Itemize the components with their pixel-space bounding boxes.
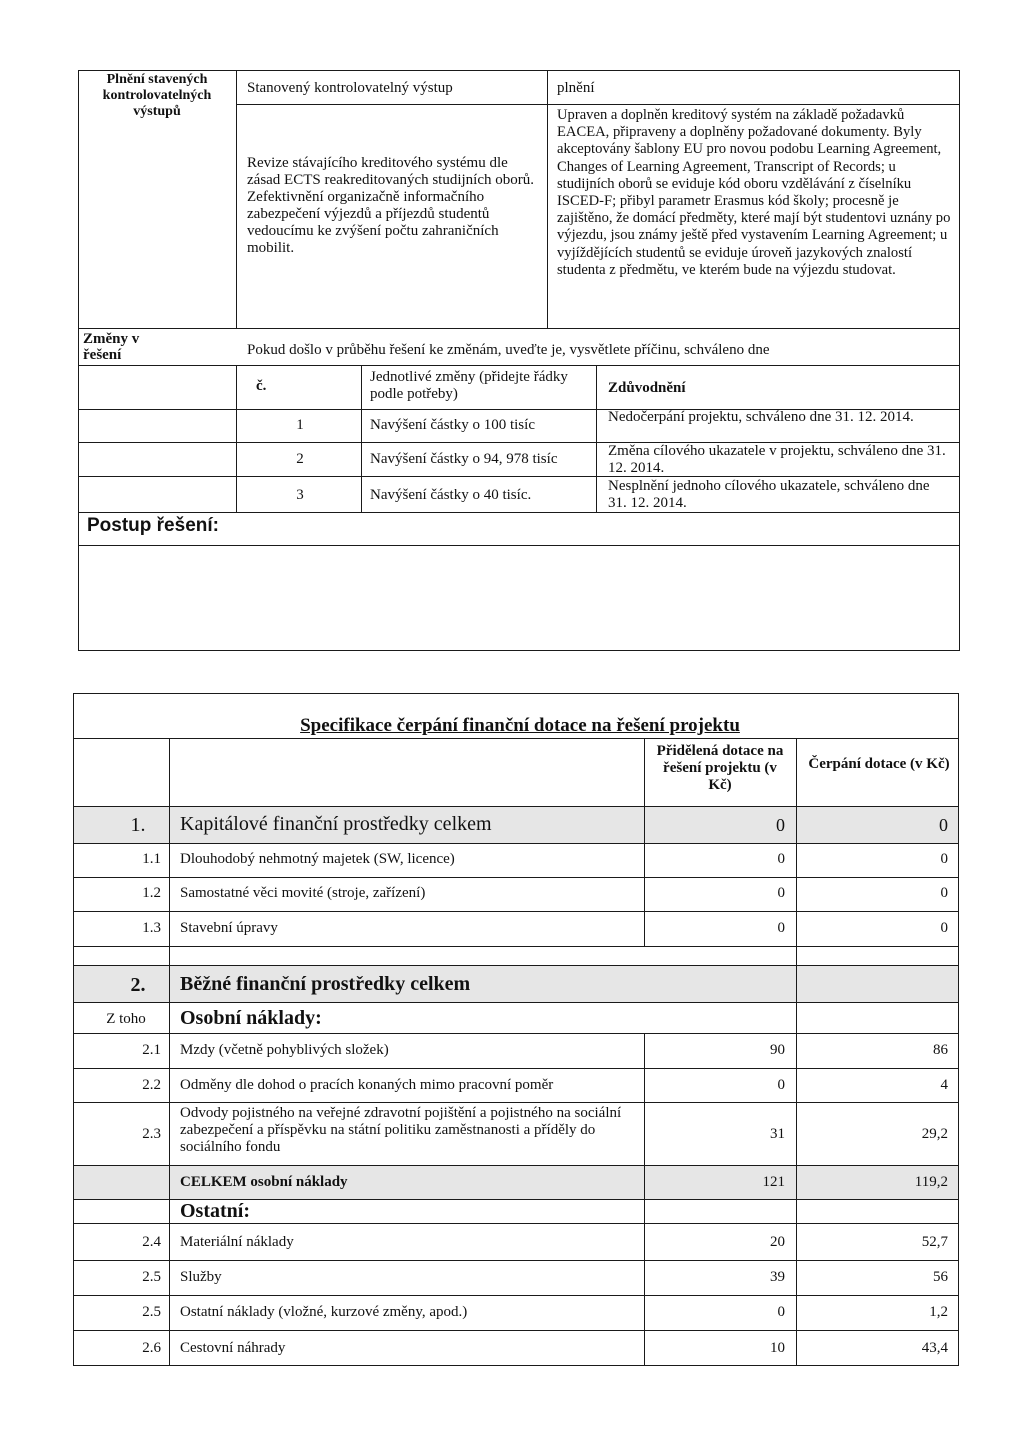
finance-title: Specifikace čerpání finanční dotace na řešení projektu — [300, 715, 740, 736]
row-allocated: 31 — [770, 1126, 785, 1142]
row-number: 1.1 — [142, 851, 161, 867]
row-label: CELKEM osobní náklady — [180, 1174, 348, 1190]
fulfillment-description: Upraven a doplněn kreditový systém na základě požadavků EACEA, připraveny a doplněny požadované dokumenty. Byly akceptovány šablony EU pro novou podobu Learning Agreement, Changes of Learning Agreement, Transcript of Records; u studijních oborů se eviduje kód oboru vzdělávání z číselníku ISCED-F; přibyl parametr Erasmus kód školy; procesně je zajištěno, že domácí předměty, které mají být studentovi uznány po výjezdu, jsou známy ještě před vystavením Learning Agreement; u vyjíždějících studentů se eviduje úroveň jazykových znalostí studenta z předmětu, ve kterém bude na výjezdu studovat. — [557, 107, 951, 278]
row-label: Odměny dle dohod o pracích konaných mimo pracovní poměr — [180, 1077, 554, 1093]
change-row-num: 2 — [296, 451, 304, 467]
row-number: 2.5 — [142, 1304, 161, 1320]
row-number: 1.2 — [142, 885, 161, 901]
row-spent: 52,7 — [921, 1234, 948, 1250]
col-allocated-header: Přidělená dotace na řešení projektu (v Kč) — [656, 743, 784, 793]
row-number: 1. — [130, 814, 146, 836]
changes-change-header: Jednotlivé změny (přidejte řádky podle potřeby) — [370, 369, 568, 402]
change-row-reason: Změna cílového ukazatele v projektu, schváleno dne 31. 12. 2014. — [608, 443, 946, 476]
row-number: 2.2 — [142, 1077, 161, 1093]
row-allocated: 0 — [777, 851, 785, 867]
row-spent: 1,2 — [929, 1304, 948, 1320]
row-allocated: 121 — [762, 1174, 785, 1190]
row-spent: 86 — [933, 1042, 948, 1058]
change-row-reason: Nedočerpání projektu, schváleno dne 31. 12. 2014. — [608, 409, 914, 425]
row-number: 2.6 — [142, 1340, 161, 1356]
col-fulfillment-header: Plnění stavených kontrolovatelných výstupů — [102, 72, 212, 119]
row-number: Z toho — [106, 1011, 146, 1027]
row-allocated: 0 — [777, 1077, 785, 1093]
row-number: 2.3 — [142, 1126, 161, 1142]
row-number: 2.4 — [142, 1234, 161, 1250]
row-spent: 119,2 — [914, 1174, 948, 1190]
row-label: Ostatní náklady (vložné, kurzové změny, apod.) — [180, 1304, 468, 1320]
postup-label: Postup řešení: — [87, 515, 219, 536]
row-label: Odvody pojistného na veřejné zdravotní pojištění a pojistného na sociální zabezpečení a příspěvku na státní politiku zaměstnanosti a příděly do sociálního fondu — [180, 1105, 622, 1155]
col-plneni-header: plnění — [557, 80, 595, 96]
row-spent: 4 — [940, 1077, 948, 1093]
row-label: Běžné finanční prostředky celkem — [180, 973, 471, 995]
row-label: Služby — [180, 1269, 222, 1285]
row-label: Mzdy (včetně pohyblivých složek) — [180, 1042, 389, 1058]
row-allocated: 0 — [777, 885, 785, 901]
col-spent-header: Čerpání dotace (v Kč) — [808, 756, 950, 772]
row-allocated: 0 — [777, 1304, 785, 1320]
change-row-reason: Nesplnění jednoho cílového ukazatele, schváleno dne 31. 12. 2014. — [608, 478, 930, 511]
col-output-header: Stanovený kontrolovatelný výstup — [247, 80, 453, 96]
row-spent: 0 — [940, 851, 948, 867]
row-spent: 29,2 — [921, 1126, 948, 1142]
change-row-num: 3 — [296, 487, 304, 503]
row-spent: 56 — [933, 1269, 948, 1285]
changes-label: Změny v řešení — [83, 331, 140, 363]
changes-instruction: Pokud došlo v průběhu řešení ke změnám, uveďte je, vysvětlete příčinu, schváleno dne — [247, 342, 770, 358]
row-number: 2.1 — [142, 1042, 161, 1058]
change-row-text: Navýšení částky o 100 tisíc — [370, 417, 535, 433]
row-spent: 0 — [940, 885, 948, 901]
row-label: Materiální náklady — [180, 1234, 294, 1250]
row-number: 2.5 — [142, 1269, 161, 1285]
output-description: Revize stávajícího kreditového systému dle zásad ECTS reakreditovaných studijních oborů. Zefektivnění organizačně informačního zabezpečení výjezdů a příjezdů studentů vedoucímu ke zvýšení počtu zahraničních mobilit. — [247, 155, 535, 256]
row-label: Samostatné věci movité (stroje, zařízení) — [180, 885, 426, 901]
row-allocated: 20 — [770, 1234, 785, 1250]
changes-num-header: č. — [256, 378, 267, 394]
row-allocated: 90 — [770, 1042, 785, 1058]
row-spent: 43,4 — [921, 1340, 948, 1356]
row-label: Dlouhodobý nehmotný majetek (SW, licence) — [180, 851, 455, 867]
row-label: Ostatní: — [180, 1200, 250, 1222]
row-allocated: 0 — [776, 815, 785, 835]
changes-reason-header: Zdůvodnění — [608, 380, 686, 396]
row-spent: 0 — [939, 815, 948, 835]
row-spent: 0 — [940, 920, 948, 936]
row-number: 1.3 — [142, 920, 161, 936]
change-row-num: 1 — [296, 417, 304, 433]
change-row-text: Navýšení částky o 40 tisíc. — [370, 487, 532, 503]
row-number: 2. — [130, 974, 146, 996]
change-row-text: Navýšení částky o 94, 978 tisíc — [370, 451, 558, 467]
row-allocated: 0 — [777, 920, 785, 936]
row-allocated: 10 — [770, 1340, 785, 1356]
row-label: Cestovní náhrady — [180, 1340, 286, 1356]
row-label: Stavební úpravy — [180, 920, 278, 936]
row-label: Osobní náklady: — [180, 1007, 322, 1029]
row-label: Kapitálové finanční prostředky celkem — [180, 813, 492, 835]
row-allocated: 39 — [770, 1269, 785, 1285]
